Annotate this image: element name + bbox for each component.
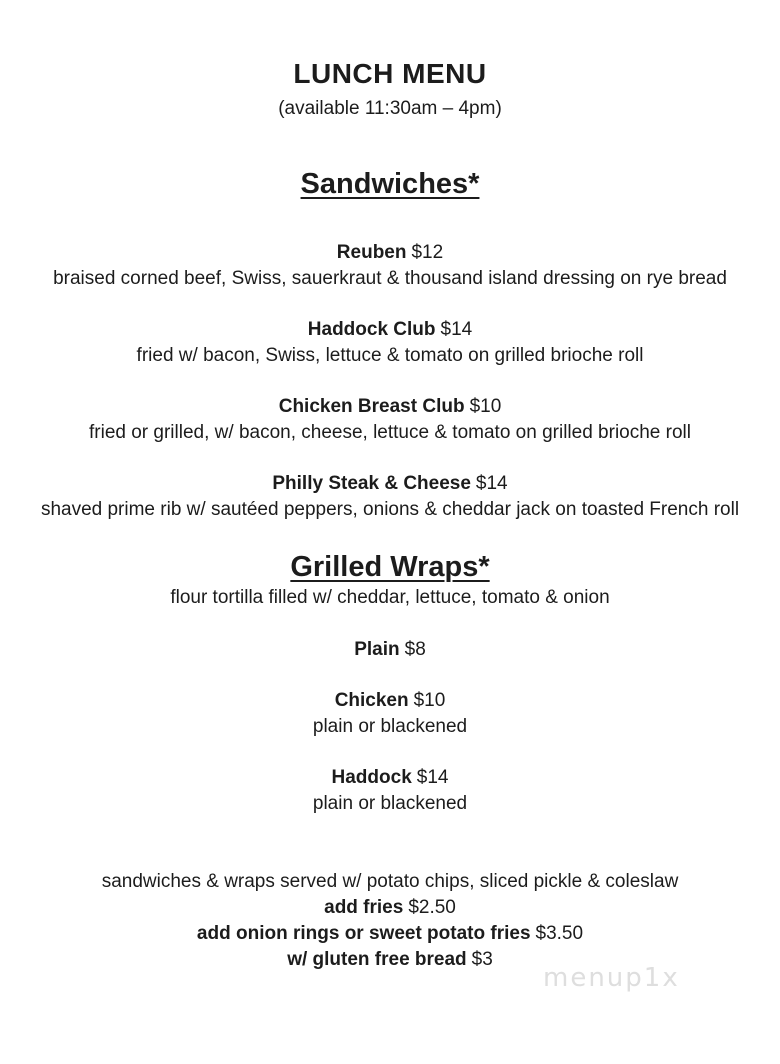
menu-item-haddock-club <box>0 317 780 369</box>
item-price: $14 <box>475 473 508 494</box>
item-description: plain or blackened <box>312 793 468 814</box>
section-heading-sandwiches: Sandwiches* <box>300 168 480 200</box>
addon-price: $2.50 <box>408 897 456 918</box>
section-grilled-wraps-intro: flour tortilla filled w/ cheddar, lettuce, tomato & onion <box>170 587 610 608</box>
section-sandwiches-items <box>0 240 780 523</box>
page-subtitle: (available 11:30am – 4pm) <box>278 98 502 119</box>
addon-price: $3 <box>471 949 493 970</box>
item-description: plain or blackened <box>312 716 468 737</box>
menu-item-plain-wrap <box>0 637 780 663</box>
footer-addon-fries <box>0 895 780 921</box>
item-name: Haddock Club <box>307 319 436 340</box>
item-name: Chicken <box>334 690 409 711</box>
menu-item-chicken-wrap <box>0 688 780 740</box>
item-description: braised corned beef, Swiss, sauerkraut & thousand island dressing on rye bread <box>53 268 727 289</box>
menu-footer-notes <box>0 869 780 973</box>
menu-item-philly-steak-cheese <box>0 471 780 523</box>
footer-served-note: sandwiches & wraps served w/ potato chips, sliced pickle & coleslaw <box>101 871 679 892</box>
item-name: Haddock <box>331 767 412 788</box>
item-price: $12 <box>411 242 444 263</box>
addon-label: add fries <box>324 897 404 918</box>
item-name-price-line <box>0 317 780 343</box>
item-description: fried or grilled, w/ bacon, cheese, lettuce & tomato on grilled brioche roll <box>89 422 691 443</box>
addon-price: $3.50 <box>535 923 584 944</box>
addon-label: w/ gluten free bread <box>287 949 467 970</box>
item-price: $10 <box>413 690 446 711</box>
menupix-watermark: menup1x <box>543 963 680 993</box>
item-price: $10 <box>469 396 502 417</box>
item-price: $14 <box>416 767 449 788</box>
item-name: Chicken Breast Club <box>278 396 465 417</box>
item-price: $8 <box>404 639 426 660</box>
section-heading-grilled-wraps: Grilled Wraps* <box>290 551 490 583</box>
addon-label: add onion rings or sweet potato fries <box>196 923 531 944</box>
item-name-price-line <box>0 688 780 714</box>
item-name-price-line <box>0 637 780 663</box>
menu-item-chicken-breast-club <box>0 394 780 446</box>
item-description: fried w/ bacon, Swiss, lettuce & tomato on grilled brioche roll <box>136 345 644 366</box>
item-name: Reuben <box>336 242 407 263</box>
page-title: LUNCH MENU <box>293 58 487 89</box>
item-description: shaved prime rib w/ sautéed peppers, onions & cheddar jack on toasted French roll <box>40 499 740 520</box>
item-name-price-line <box>0 240 780 266</box>
item-name-price-line <box>0 471 780 497</box>
item-name: Philly Steak & Cheese <box>272 473 471 494</box>
item-name-price-line <box>0 765 780 791</box>
item-name-price-line <box>0 394 780 420</box>
menu-item-reuben <box>0 240 780 292</box>
footer-addon-onion-rings <box>0 921 780 947</box>
menu-item-haddock-wrap <box>0 765 780 817</box>
item-name: Plain <box>354 639 400 660</box>
item-price: $14 <box>440 319 473 340</box>
section-grilled-wraps-items <box>0 637 780 817</box>
